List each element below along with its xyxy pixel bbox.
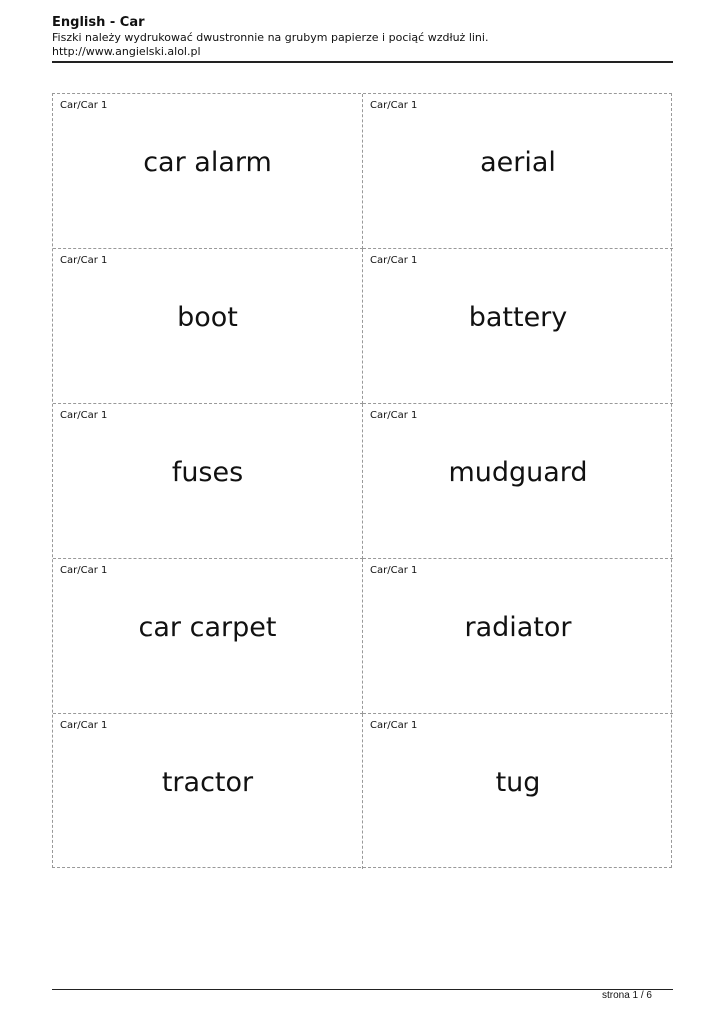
footer-divider [52, 989, 673, 990]
flashcard [363, 404, 673, 559]
card-word: boot [177, 302, 238, 333]
card-category: Car/Car 1 [60, 565, 108, 576]
flashcard [363, 249, 673, 404]
flashcard [363, 714, 673, 869]
card-category: Car/Car 1 [370, 720, 418, 731]
card-word: radiator [464, 612, 572, 643]
card-word: battery [468, 302, 568, 333]
header-divider [52, 61, 673, 63]
flashcard [363, 559, 673, 714]
flashcard [363, 94, 673, 249]
card-category: Car/Car 1 [60, 410, 108, 421]
card-category: Car/Car 1 [60, 100, 108, 111]
page-header [52, 15, 673, 59]
card-word: car alarm [143, 147, 272, 178]
flashcard-grid [52, 93, 672, 868]
flashcard [53, 714, 363, 869]
card-category: Car/Car 1 [370, 255, 418, 266]
flashcard [53, 249, 363, 404]
card-category: Car/Car 1 [370, 100, 418, 111]
card-category: Car/Car 1 [370, 410, 418, 421]
card-category: Car/Car 1 [60, 255, 108, 266]
card-category: Car/Car 1 [60, 720, 108, 731]
flashcard [53, 94, 363, 249]
card-word: mudguard [448, 457, 588, 488]
page-number: strona 1 / 6 [601, 990, 652, 1001]
card-word: car carpet [138, 612, 277, 643]
card-word: tractor [161, 767, 254, 798]
card-category: Car/Car 1 [370, 565, 418, 576]
document-title: English - Car [52, 15, 145, 30]
card-word: tug [495, 767, 541, 798]
source-url: http://www.angielski.alol.pl [52, 45, 201, 58]
flashcard [53, 559, 363, 714]
flashcard [53, 404, 363, 559]
card-word: aerial [480, 147, 556, 178]
card-word: fuses [171, 457, 244, 488]
print-instruction: Fiszki należy wydrukować dwustronnie na grubym papierze i pociąć wzdłuż lini. [52, 31, 489, 44]
